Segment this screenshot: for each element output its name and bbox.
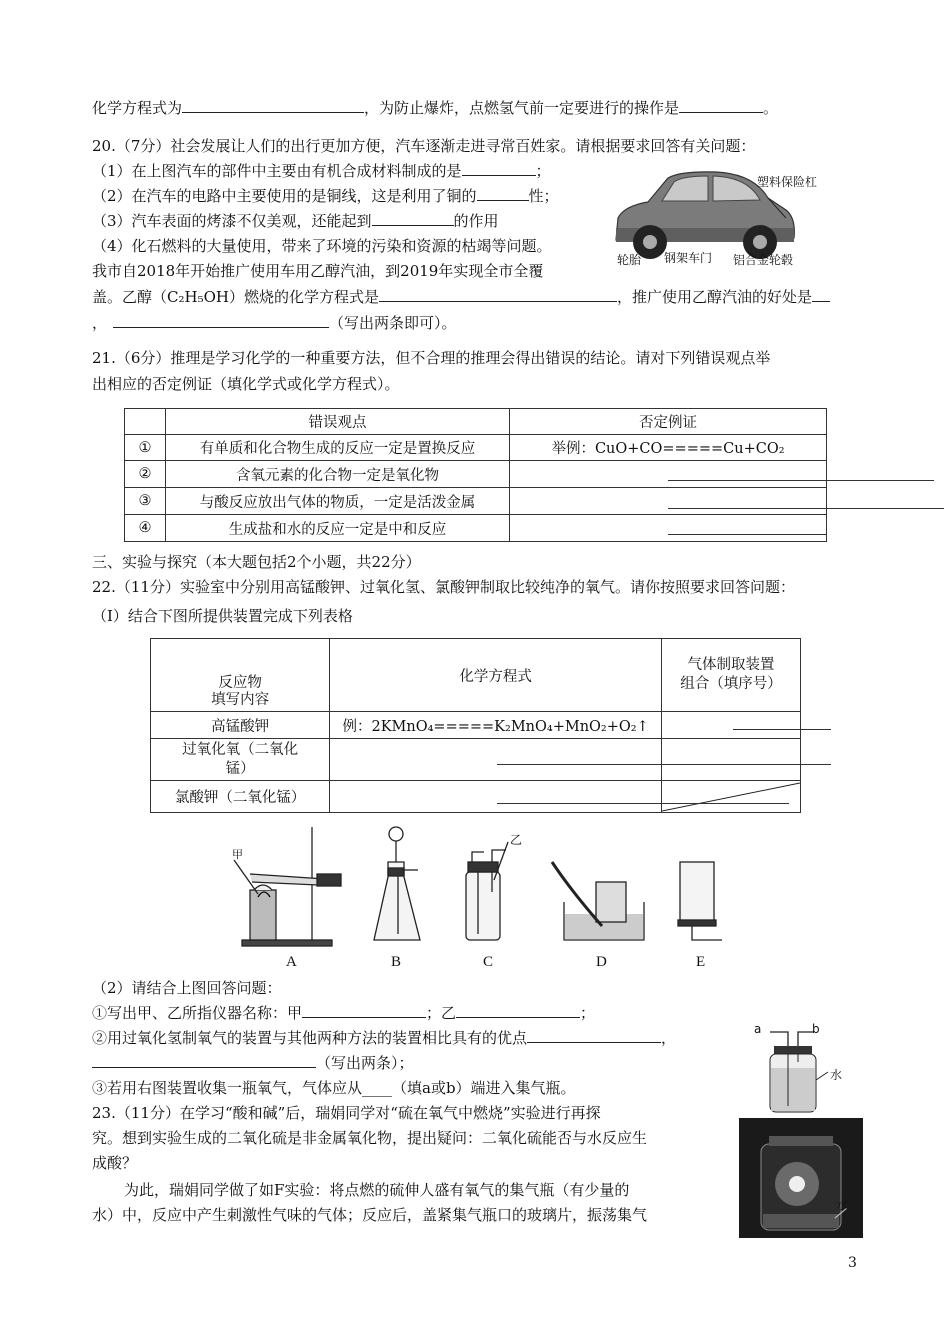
q23-line-1: 23.（11分）在学习“酸和碱”后，瑞娟同学对“硫在氧气中燃烧”实验进行再探: [92, 1104, 601, 1122]
answer-cell[interactable]: [510, 488, 827, 515]
q23-line-5: 水）中，反应中产生刺激性气味的气体；反应后，盖紧集气瓶口的玻璃片，振荡集气: [92, 1206, 648, 1224]
q20-part5: 我市自2018年开始推广使用车用乙醇汽油，到2019年实现全市全覆: [92, 262, 544, 280]
answer-cell[interactable]: [662, 739, 801, 781]
sulfur-combustion-photo: [739, 1118, 863, 1238]
bottle-label-water: 水: [830, 1068, 843, 1082]
apparatus-b: [374, 827, 420, 940]
car-label-bumper: 塑料保险杠: [757, 175, 818, 189]
table-row: ① 有单质和化合物生成的反应一定是置换反应 举例：CuO+CO=====Cu+CO₂: [125, 435, 827, 461]
q22-part2: （2）请结合上图回答问题：: [92, 979, 282, 997]
table-row: ② 含氧元素的化合物一定是氧化物: [125, 461, 827, 488]
q22-title: 22.（11分）实验室中分别用高锰酸钾、过氧化氢、氯酸钾制取比较纯净的氧气。请你按照要求回答问题：: [92, 578, 795, 596]
svg-text:乙: 乙: [510, 833, 523, 847]
q22-table: [150, 638, 801, 813]
q20-part4: （4）化石燃料的大量使用，带来了环境的污染和资源的枯竭等问题。: [92, 237, 552, 255]
answer-line: [668, 508, 944, 509]
answer-blank[interactable]: [113, 313, 329, 328]
q20-part1: （1）在上图汽车的部件中主要由有机合成材料制成的是 ；: [92, 162, 551, 180]
answer-line: [668, 480, 934, 481]
q19-line: 化学方程式为 ，为防止爆炸，点燃氢气前一定要进行的操作是 。: [92, 99, 779, 117]
q21-title-1: 21.（6分）推理是学习化学的一种重要方法，但不合理的推理会得出错误的结论。请对下列错误观点举: [92, 349, 771, 367]
answer-blank[interactable]: [456, 1003, 580, 1018]
apparatus-d: [552, 862, 644, 940]
q22-sub2-cont: （写出两条）；: [92, 1053, 414, 1073]
car-label-tire: 轮胎: [617, 253, 642, 267]
q22-part1: （Ⅰ）结合下图所提供装置完成下列表格: [92, 607, 353, 625]
answer-blank[interactable]: [679, 98, 763, 113]
diagonal-strike: [662, 782, 800, 812]
answer-blank[interactable]: [379, 287, 617, 302]
answer-line: [497, 803, 789, 804]
photo-label-water: 水: [836, 1198, 849, 1212]
q21-title-2: 出相应的否定例证（填化学式或化学方程式）。: [92, 375, 400, 393]
answer-blank[interactable]: [372, 211, 454, 226]
apparatus-letter-d: D: [596, 954, 607, 970]
answer-cell[interactable]: [510, 461, 827, 488]
table-row: ③ 与酸反应放出气体的物质，一定是活泼金属: [125, 488, 827, 515]
section-3-heading: 三、实验与探究（本大题包括2个小题，共22分）: [92, 553, 421, 571]
apparatus-letter-e: E: [696, 954, 706, 970]
table-header: 气体制取装置 组合（填序号）: [662, 639, 801, 712]
bottle-label-b: b: [812, 1022, 820, 1036]
apparatus-c: [466, 833, 522, 940]
q22-sub3: ③若用右图装置收集一瓶氧气，气体应从____（填a或b）端进入集气瓶。: [92, 1079, 576, 1097]
q22-sub2: ②用过氧化氢制氧气的装置与其他两种方法的装置相比具有的优点 ，: [92, 1029, 677, 1047]
table-header: 化学方程式: [330, 639, 662, 712]
apparatus-letter-b: B: [391, 954, 402, 970]
apparatus-e: [678, 862, 722, 940]
answer-cell[interactable]: [662, 712, 801, 739]
q21-table: [124, 408, 827, 542]
car-label-hub: 铝合金轮毂: [733, 253, 794, 267]
table-row: 过氧化氧（二氧化 锰）: [151, 739, 801, 781]
answer-line: [497, 764, 831, 765]
apparatus-figure: [222, 822, 732, 952]
svg-text:甲: 甲: [232, 848, 243, 861]
q20-title: 20.（7分）社会发展让人们的出行更加方便，汽车逐渐走进寻常百姓家。请根据要求回答有关问题：: [92, 137, 756, 155]
answer-blank[interactable]: [92, 1053, 316, 1068]
table-row: ④ 生成盐和水的反应一定是中和反应: [125, 515, 827, 542]
apparatus-a: [234, 827, 341, 946]
answer-blank[interactable]: [477, 186, 529, 201]
answer-blank[interactable]: [182, 98, 364, 113]
table-header: [125, 409, 166, 435]
q20-part2: （2）在汽车的电路中主要使用的是铜线，这是利用了铜的 性；: [92, 187, 559, 205]
table-row: 高锰酸钾 例：2KMnO₄=====K₂MnO₄+MnO₂+O₂↑: [151, 712, 801, 739]
answer-line: [733, 729, 831, 730]
answer-blank[interactable]: [462, 161, 536, 176]
q20-part7: ， （写出两条即可）。: [92, 314, 457, 332]
apparatus-letter-c: C: [483, 954, 494, 970]
q20-part3: （3）汽车表面的烤漆不仅美观，还能起到 的作用: [92, 212, 499, 230]
bottle-label-a: a: [754, 1022, 762, 1036]
car-label-door: 钢架车门: [664, 251, 713, 265]
answer-blank[interactable]: [527, 1028, 661, 1043]
q23-line-4: 为此，瑞娟同学做了如F实验：将点燃的硫伸人盛有氧气的集气瓶（有少量的: [124, 1181, 630, 1199]
answer-line: [668, 534, 826, 535]
answer-cell[interactable]: [510, 515, 827, 542]
q23-line-3: 成酸？: [92, 1154, 138, 1172]
answer-cell[interactable]: [330, 739, 662, 781]
answer-blank[interactable]: [812, 287, 830, 302]
table-header: 否定例证: [510, 409, 827, 435]
answer-cell[interactable]: [330, 781, 662, 813]
apparatus-letter-a: A: [286, 954, 297, 970]
answer-cell[interactable]: [662, 781, 801, 813]
table-header: 错误观点: [166, 409, 510, 435]
q20-part6: 盖。乙醇（C₂H₅OH）燃烧的化学方程式是 ，推广使用乙醇汽油的好处是: [92, 287, 830, 307]
table-corner-header: 反应物 填写内容: [151, 639, 330, 712]
q22-sub1: ①写出甲、乙所指仪器名称：甲 ；乙 ；: [92, 1004, 596, 1022]
table-row: 氯酸钾（二氧化锰）: [151, 781, 801, 813]
page-number: 3: [848, 1255, 857, 1271]
answer-blank[interactable]: [302, 1003, 426, 1018]
q23-line-2: 究。想到实验生成的二氧化硫是非金属氧化物，提出疑问：二氧化硫能否与水反应生: [92, 1129, 648, 1147]
